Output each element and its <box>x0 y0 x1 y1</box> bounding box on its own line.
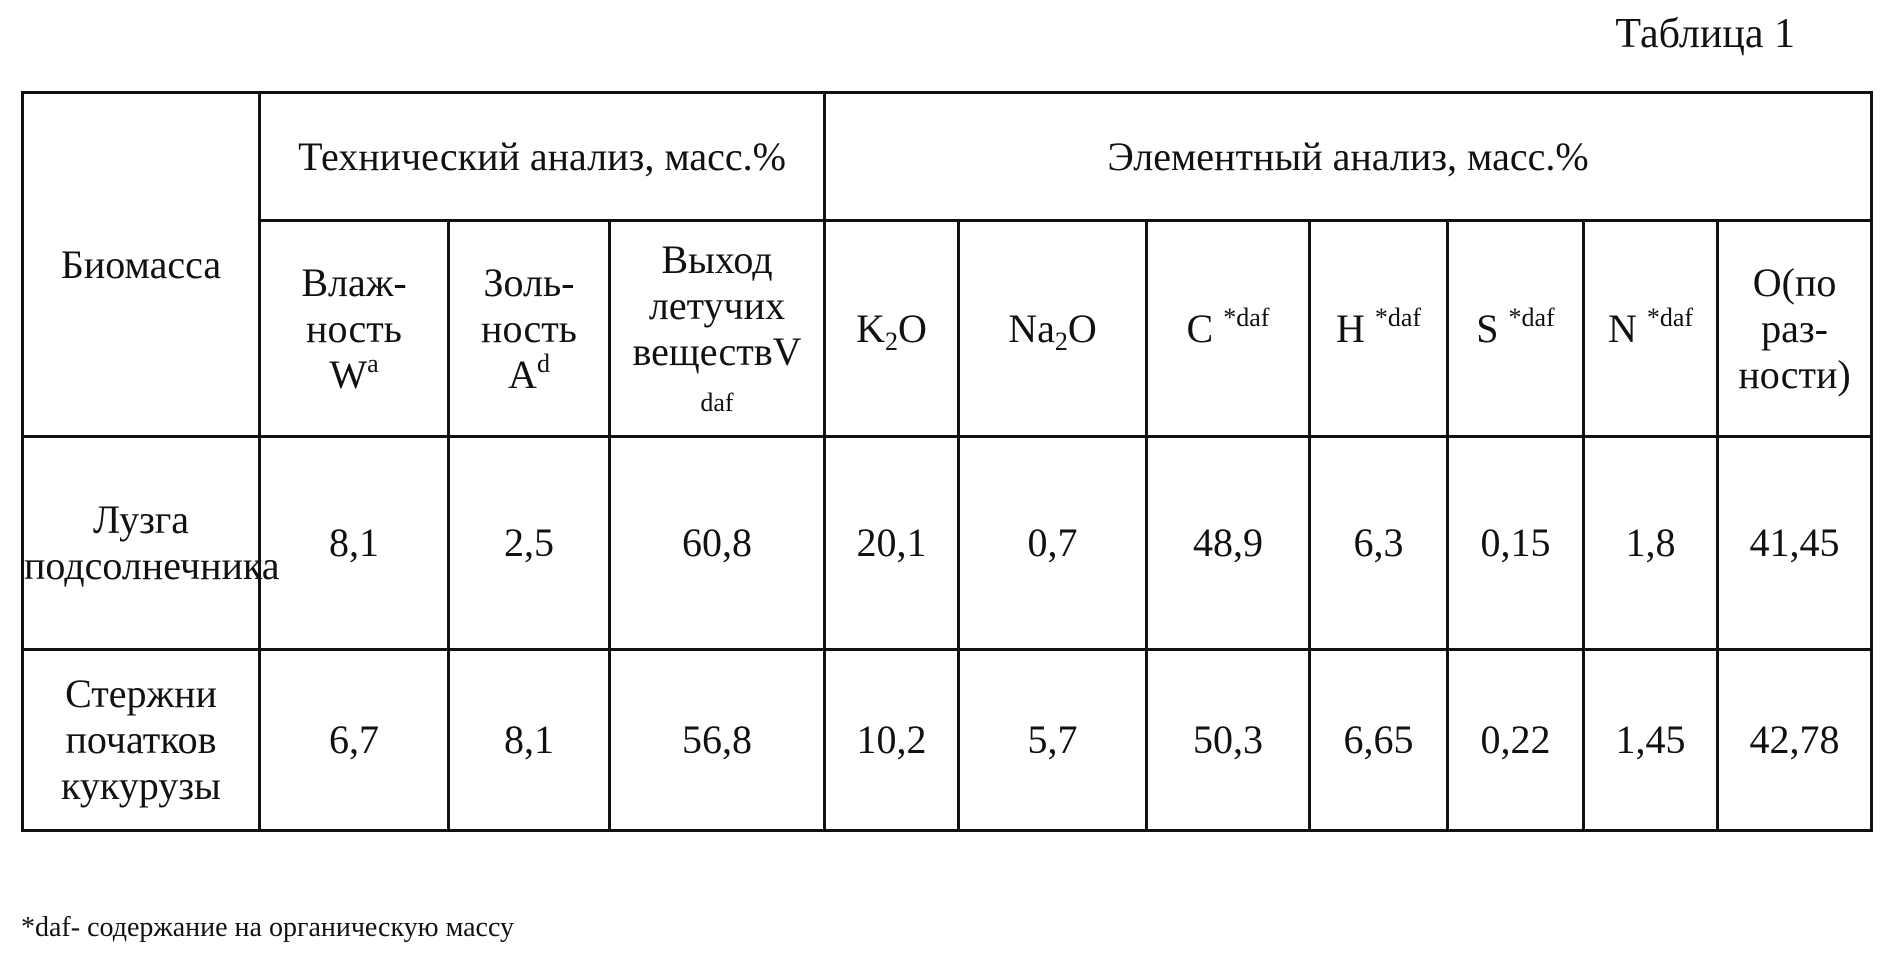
cell-moisture: 8,1 <box>260 437 449 650</box>
header-row-columns <box>23 221 1872 437</box>
cell-oxygen: 42,78 <box>1718 650 1872 831</box>
header-volatile <box>610 221 825 437</box>
header-sulfur-sup: *daf <box>1508 302 1555 332</box>
header-nitrogen-sup: *daf <box>1646 302 1694 332</box>
header-ash-symbol: A <box>508 351 537 397</box>
header-biomass: Биомасса <box>23 93 260 437</box>
header-sulfur <box>1448 221 1584 437</box>
header-moisture-label: Влаж-ность <box>301 259 407 351</box>
row-biomass-name: Лузга подсолнечника <box>23 437 260 650</box>
cell-moisture: 6,7 <box>260 650 449 831</box>
header-moisture-sup: a <box>367 348 379 378</box>
header-k2o-k: K <box>856 305 885 351</box>
header-ash-sup: d <box>536 348 550 378</box>
header-hydrogen <box>1310 221 1448 437</box>
header-oxygen: O(по раз-ности) <box>1718 221 1872 437</box>
header-k2o-sub: 2 <box>885 326 898 356</box>
table-row <box>23 437 1872 650</box>
cell-sulfur: 0,22 <box>1448 650 1584 831</box>
cell-sulfur: 0,15 <box>1448 437 1584 650</box>
cell-nitrogen: 1,8 <box>1584 437 1718 650</box>
header-moisture-symbol: W <box>329 351 368 397</box>
biomass-analysis-table <box>21 91 1873 832</box>
header-sulfur-symbol: S <box>1476 305 1499 351</box>
header-na2o-sub: 2 <box>1054 326 1068 356</box>
header-na2o <box>959 221 1147 437</box>
header-ash <box>449 221 610 437</box>
header-hydrogen-sup: *daf <box>1374 302 1422 332</box>
header-row-groups <box>23 93 1872 221</box>
header-carbon-sup: *daf <box>1223 302 1270 332</box>
header-na2o-o: O <box>1067 305 1097 351</box>
header-elemental-analysis: Элементный анализ, масс.% <box>825 93 1872 221</box>
header-k2o-o: O <box>898 305 927 351</box>
cell-na2o: 5,7 <box>959 650 1147 831</box>
header-hydrogen-symbol: H <box>1335 305 1365 351</box>
header-volatile-label: Выход летучих веществV <box>632 236 802 374</box>
cell-ash: 8,1 <box>449 650 610 831</box>
cell-hydrogen: 6,3 <box>1310 437 1448 650</box>
footnote: *daf- содержание на органическую массу <box>21 912 515 943</box>
header-k2o <box>825 221 959 437</box>
header-moisture <box>260 221 449 437</box>
cell-volatile: 56,8 <box>610 650 825 831</box>
cell-carbon: 48,9 <box>1147 437 1310 650</box>
header-volatile-sub: daf <box>700 387 734 417</box>
table-caption: Таблица 1 <box>1615 11 1795 57</box>
header-ash-label: Золь-ность <box>481 259 577 351</box>
table-row <box>23 650 1872 831</box>
row-biomass-name: Стержни початков кукурузы <box>23 650 260 831</box>
cell-na2o: 0,7 <box>959 437 1147 650</box>
cell-k2o: 10,2 <box>825 650 959 831</box>
cell-volatile: 60,8 <box>610 437 825 650</box>
cell-hydrogen: 6,65 <box>1310 650 1448 831</box>
cell-carbon: 50,3 <box>1147 650 1310 831</box>
cell-nitrogen: 1,45 <box>1584 650 1718 831</box>
header-nitrogen <box>1584 221 1718 437</box>
header-technical-analysis: Технический анализ, масс.% <box>260 93 825 221</box>
cell-oxygen: 41,45 <box>1718 437 1872 650</box>
cell-k2o: 20,1 <box>825 437 959 650</box>
cell-ash: 2,5 <box>449 437 610 650</box>
header-nitrogen-symbol: N <box>1607 305 1637 351</box>
header-carbon <box>1147 221 1310 437</box>
header-carbon-symbol: C <box>1186 305 1214 351</box>
header-na2o-na: Na <box>1008 305 1055 351</box>
